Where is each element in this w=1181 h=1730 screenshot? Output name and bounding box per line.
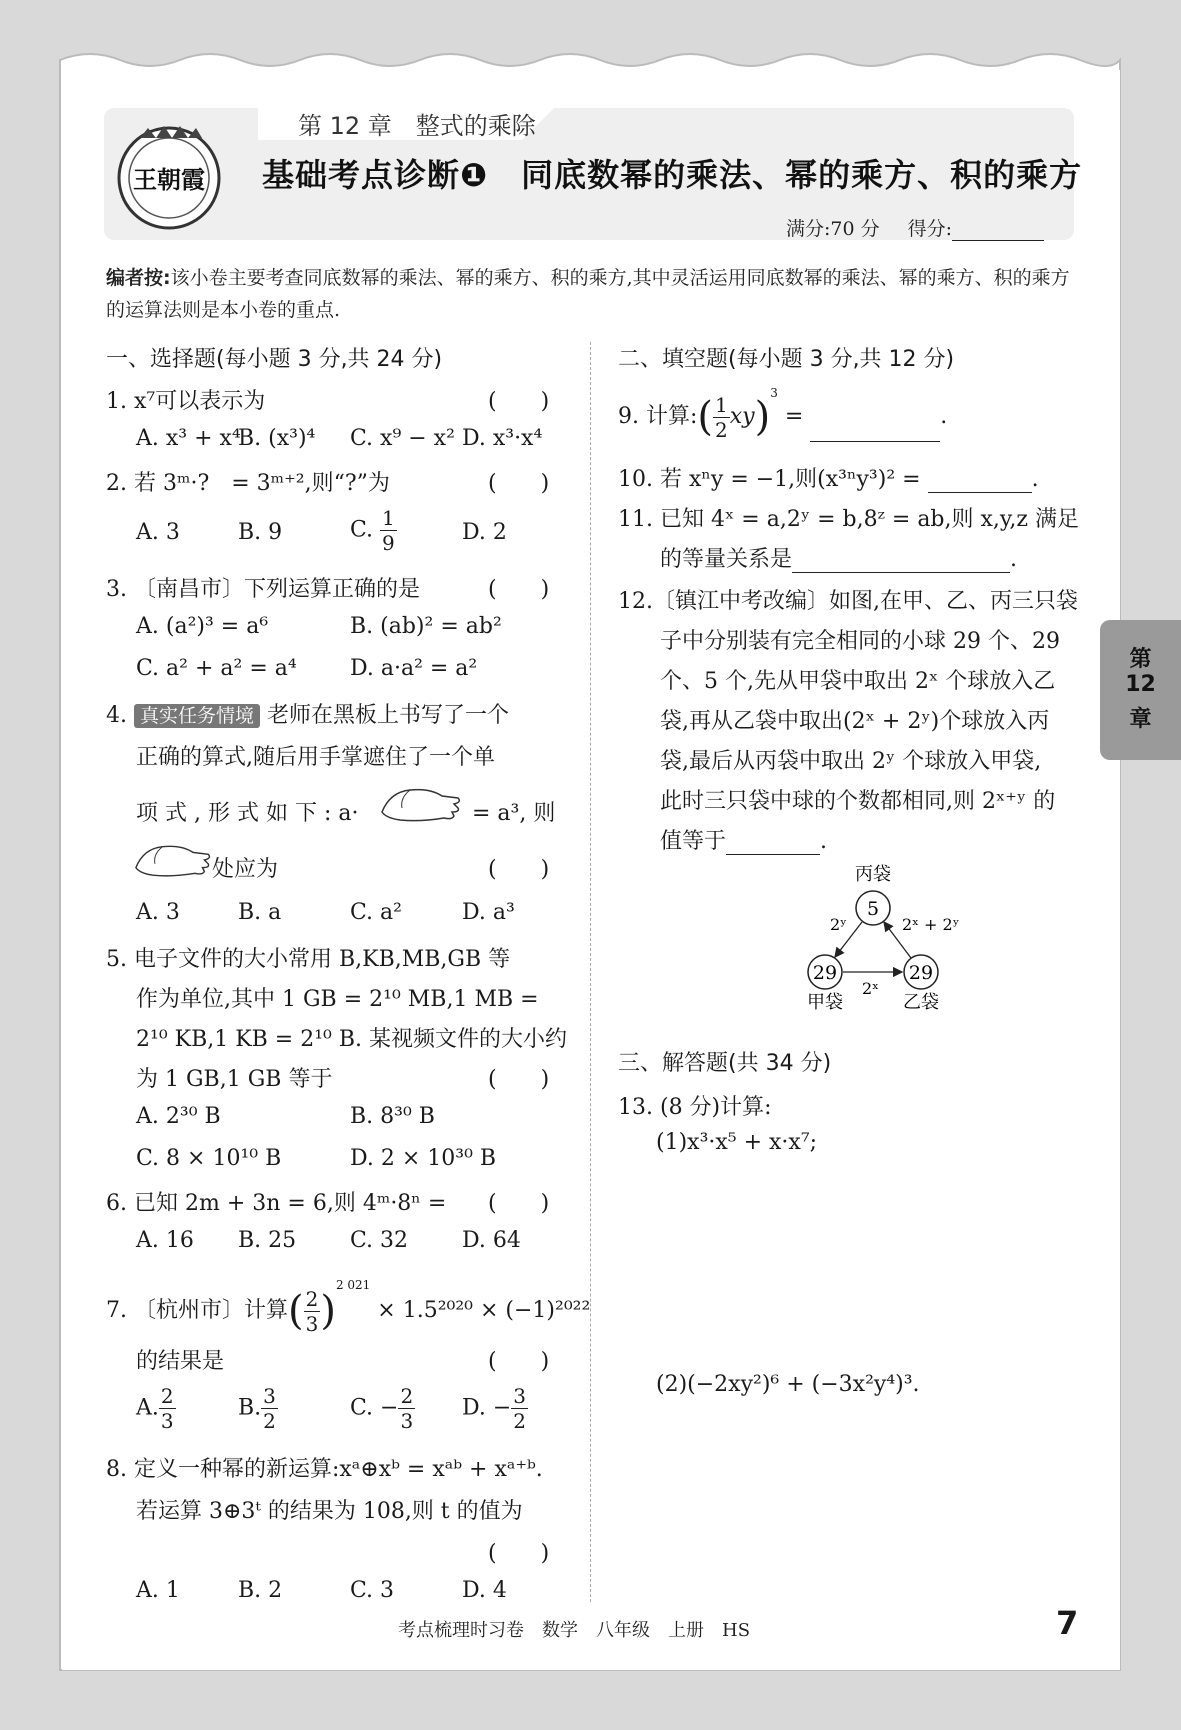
bag-jia-count: 29 bbox=[812, 962, 838, 984]
q4-answer-paren[interactable]: ( ) bbox=[488, 857, 550, 882]
q4-line4: 处应为 bbox=[212, 857, 279, 882]
q4-line3-left: 项 式 , 形 式 如 下 : a· bbox=[136, 801, 359, 826]
q9-answer-blank[interactable] bbox=[810, 441, 940, 442]
q7-stem: 7. 〔杭州市〕计算( $\frac{2}{3}$ )$^{2 021}$ × 1.5²⁰²⁰ × (−1)²⁰²² bbox=[106, 1278, 591, 1336]
q12-line5: 袋,最后从丙袋中取出 2ʸ 个球放入甲袋, bbox=[660, 749, 1042, 774]
q8-line2: 若运算 3⊕3ᵗ 的结果为 108,则 t 的值为 bbox=[136, 1499, 523, 1524]
score-label: 得分: bbox=[907, 218, 953, 240]
q12-line7: 值等于 . bbox=[660, 829, 828, 854]
q7-line2: 的结果是 bbox=[136, 1349, 225, 1374]
q5-line2: 作为单位,其中 1 GB = 2¹⁰ MB,1 MB = bbox=[136, 987, 539, 1012]
fraction-den: 2 bbox=[513, 1409, 527, 1433]
q7-option-c[interactable] bbox=[350, 1384, 415, 1433]
q7-pre: 7. 〔杭州市〕计算 bbox=[106, 1298, 288, 1323]
q12-line3: 个、5 个,先从甲袋中取出 2ˣ 个球放入乙 bbox=[660, 669, 1056, 694]
fraction-num: 3 bbox=[263, 1384, 276, 1408]
q5-option-c[interactable]: C. 8 × 10¹⁰ B bbox=[136, 1146, 282, 1171]
q13-stem: 13. (8 分)计算: bbox=[618, 1095, 772, 1120]
edge-label-right: 2ˣ + 2ʸ bbox=[902, 915, 960, 934]
q5-line4: 为 1 GB,1 GB 等于 bbox=[136, 1067, 333, 1092]
q6-stem: 6. 已知 2m + 3n = 6,则 4ᵐ·8ⁿ = bbox=[106, 1191, 447, 1216]
q2-answer-paren[interactable]: ( ) bbox=[488, 471, 550, 496]
page-title: 基础考点诊断❶ 同底数幂的乘法、幂的乘方、积的乘方 bbox=[262, 156, 1083, 194]
q4-option-d[interactable]: D. a³ bbox=[462, 900, 515, 925]
chapter-title: 第 12 章 整式的乘除 bbox=[298, 112, 536, 140]
section-answer-title: 三、解答题(共 34 分) bbox=[618, 1051, 832, 1076]
page-number: 7 bbox=[1056, 1604, 1079, 1642]
q4-option-a[interactable]: A. 3 bbox=[136, 900, 180, 925]
q3-option-c[interactable]: C. a² + a² = a⁴ bbox=[136, 656, 297, 681]
q3-answer-paren[interactable]: ( ) bbox=[488, 577, 550, 602]
q11-line2: 的等量关系是 . bbox=[660, 547, 1018, 572]
q12-line4: 袋,再从乙袋中取出(2ˣ + 2ʸ)个球放入丙 bbox=[660, 709, 1050, 734]
fraction-den: 3 bbox=[400, 1409, 414, 1433]
side-tab-number: 12 bbox=[1125, 672, 1156, 697]
q7-option-b-label: B. bbox=[238, 1395, 262, 1421]
fraction bbox=[511, 1384, 528, 1433]
q4-option-b[interactable]: B. a bbox=[238, 900, 282, 925]
q7-answer-paren[interactable]: ( ) bbox=[488, 1349, 550, 1374]
q1-option-d[interactable]: D. x³·x⁴ bbox=[462, 426, 543, 451]
section-choice-title: 一、选择题(每小题 3 分,共 24 分) bbox=[106, 347, 443, 372]
fraction bbox=[380, 506, 397, 555]
q2-option-d[interactable]: D. 2 bbox=[462, 520, 507, 545]
q10-stem: 10. 若 xⁿy = −1,则(x³ⁿy³)² = . bbox=[618, 467, 1039, 492]
q11-line1: 11. 已知 4ˣ = a,2ʸ = b,8ᶻ = ab,则 x,y,z 满足 bbox=[618, 507, 1079, 532]
q5-option-a[interactable]: A. 2³⁰ B bbox=[136, 1104, 221, 1129]
q1-option-c[interactable]: C. x⁹ − x² bbox=[350, 426, 455, 451]
q3-option-a[interactable]: A. (a²)³ = a⁶ bbox=[136, 614, 269, 639]
q7-exponent: 2 021 bbox=[335, 1278, 371, 1292]
q12-text-7: 值等于 bbox=[660, 829, 727, 854]
q7-option-a[interactable] bbox=[136, 1384, 176, 1433]
q4-option-c[interactable]: C. a² bbox=[350, 900, 402, 925]
bag-bing-label: 丙袋 bbox=[855, 864, 891, 885]
fraction bbox=[159, 1384, 176, 1433]
q1-option-b[interactable]: B. (x³)⁴ bbox=[238, 426, 316, 451]
q5-answer-paren[interactable]: ( ) bbox=[488, 1067, 550, 1092]
q4-number: 4. bbox=[106, 703, 127, 728]
q3-option-b[interactable]: B. (ab)² = ab² bbox=[350, 614, 502, 639]
q12-line1: 12.〔镇江中考改编〕如图,在甲、乙、丙三只袋 bbox=[618, 589, 1078, 614]
q2-option-c[interactable] bbox=[350, 506, 397, 555]
q2-option-c-label: C. bbox=[350, 517, 374, 543]
fraction-num: 2 bbox=[305, 1286, 319, 1311]
section-fill-title: 二、填空题(每小题 3 分,共 12 分) bbox=[618, 347, 955, 372]
bag-transfer-diagram bbox=[790, 860, 970, 1020]
fraction-num: 1 bbox=[715, 392, 728, 417]
q13-part1: (1)x³·x⁵ + x·x⁷; bbox=[656, 1130, 818, 1155]
hand-cover-icon bbox=[380, 782, 462, 826]
q7-option-b[interactable] bbox=[238, 1384, 278, 1433]
bag-yi-label: 乙袋 bbox=[903, 992, 939, 1013]
fraction bbox=[713, 393, 730, 442]
q12-answer-blank[interactable] bbox=[726, 854, 820, 855]
footer-text: 考点梳理时习卷 数学 八年级 上册 HS bbox=[398, 1620, 751, 1641]
q5-line1: 5. 电子文件的大小常用 B,KB,MB,GB 等 bbox=[106, 947, 511, 972]
q1-answer-paren[interactable]: ( ) bbox=[488, 389, 550, 414]
score-row bbox=[786, 214, 1044, 241]
editor-note-text: 该小卷主要考查同底数幂的乘法、幂的乘方、积的乘方,其中灵活运用同底数幂的乘法、幂的乘方、积的乘方的运算法则是本小卷的重点. bbox=[106, 267, 1070, 321]
fraction-den: 2 bbox=[715, 417, 728, 442]
bag-yi-count: 29 bbox=[908, 962, 934, 984]
bag-jia-label: 甲袋 bbox=[807, 992, 843, 1013]
q4-line2: 正确的算式,随后用手掌遮住了一个单 bbox=[136, 745, 495, 770]
q10-answer-blank[interactable] bbox=[928, 492, 1032, 493]
q7-option-a-label: A. bbox=[136, 1395, 159, 1421]
q8-option-d[interactable]: D. 4 bbox=[462, 1578, 507, 1603]
editor-note bbox=[106, 262, 1076, 326]
q4-text-1: 老师在黑板上书写了一个 bbox=[267, 703, 510, 728]
fraction-den: 3 bbox=[305, 1311, 319, 1336]
fraction-num: 1 bbox=[382, 506, 395, 530]
edge-label-bottom: 2ˣ bbox=[862, 979, 879, 998]
q5-option-b[interactable]: B. 8³⁰ B bbox=[350, 1104, 435, 1129]
fraction-den: 2 bbox=[263, 1409, 276, 1433]
fraction-num: 2 bbox=[160, 1384, 174, 1408]
bag-bing-count: 5 bbox=[866, 898, 880, 920]
q7-option-c-label: C. − bbox=[350, 1395, 399, 1421]
q9-equals: = bbox=[784, 404, 804, 429]
q12-line6: 此时三只袋中球的个数都相同,则 2ˣ⁺ʸ 的 bbox=[660, 789, 1056, 814]
column-divider bbox=[590, 342, 591, 1602]
fraction-num: 2 bbox=[400, 1384, 414, 1408]
q7-option-d-label: D. − bbox=[462, 1395, 512, 1421]
q6-option-a[interactable]: A. 16 bbox=[136, 1228, 194, 1253]
q5-option-d[interactable]: D. 2 × 10³⁰ B bbox=[350, 1146, 497, 1171]
q1-stem: 1. x⁷可以表示为 bbox=[106, 389, 266, 414]
q2-stem: 2. 若 3ᵐ·? = 3ᵐ⁺²,则“?”为 bbox=[106, 471, 390, 496]
fraction-num: 3 bbox=[513, 1384, 527, 1408]
q9-exponent: 3 bbox=[770, 386, 778, 400]
q12-line2: 子中分别装有完全相同的小球 29 个、29 bbox=[660, 629, 1060, 654]
q11-answer-blank[interactable] bbox=[792, 572, 1010, 573]
q3-stem: 3. 〔南昌市〕下列运算正确的是 bbox=[106, 577, 420, 602]
q5-line3: 2¹⁰ KB,1 KB = 2¹⁰ B. 某视频文件的大小约 bbox=[136, 1027, 568, 1052]
q9-pre: 9. 计算: bbox=[618, 404, 698, 429]
q13-part1-answer-area[interactable] bbox=[656, 1170, 1076, 1360]
q10-text: 10. 若 xⁿy = −1,则(x³ⁿy³)² = bbox=[618, 467, 921, 492]
q6-option-b[interactable]: B. 25 bbox=[238, 1228, 297, 1253]
q2-option-b[interactable]: B. 9 bbox=[238, 520, 283, 545]
q6-option-c[interactable]: C. 32 bbox=[350, 1228, 409, 1253]
wang-zhaoxia-logo bbox=[110, 116, 228, 234]
fraction-den: 3 bbox=[160, 1409, 174, 1433]
chapter-side-tab bbox=[1100, 620, 1181, 760]
q7-option-d[interactable] bbox=[462, 1384, 528, 1433]
q8-answer-paren[interactable]: ( ) bbox=[488, 1541, 550, 1566]
q8-option-c[interactable]: C. 3 bbox=[350, 1578, 395, 1603]
side-tab-char-2: 章 bbox=[1129, 707, 1152, 732]
q2-option-a[interactable]: A. 3 bbox=[136, 520, 180, 545]
q13-part2: (2)(−2xy²)⁶ + (−3x²y⁴)³. bbox=[656, 1372, 920, 1397]
q3-option-d[interactable]: D. a·a² = a² bbox=[350, 656, 478, 681]
hand-cover-icon bbox=[134, 838, 212, 882]
q13-part2-answer-area[interactable] bbox=[656, 1412, 1076, 1592]
q11-text-2: 的等量关系是 bbox=[660, 547, 793, 572]
q8-line1: 8. 定义一种幂的新运算:xᵃ⊕xᵇ = xᵃᵇ + xᵃ⁺ᵇ. bbox=[106, 1457, 543, 1482]
q6-option-d[interactable]: D. 64 bbox=[462, 1228, 521, 1253]
edge-label-left: 2ʸ bbox=[830, 915, 847, 934]
fraction bbox=[398, 1384, 415, 1433]
full-score: 满分:70 分 bbox=[786, 218, 880, 240]
logo-text: 王朝霞 bbox=[133, 165, 205, 194]
q7-post: × 1.5²⁰²⁰ × (−1)²⁰²² bbox=[377, 1298, 591, 1323]
q4-line3-right: = a³, 则 bbox=[472, 801, 556, 826]
q6-answer-paren[interactable]: ( ) bbox=[488, 1191, 550, 1216]
real-task-tag: 真实任务情境 bbox=[134, 704, 260, 728]
q8-option-b[interactable]: B. 2 bbox=[238, 1578, 283, 1603]
q8-option-a[interactable]: A. 1 bbox=[136, 1578, 180, 1603]
q9-xy: xy bbox=[729, 404, 755, 429]
fraction bbox=[261, 1384, 278, 1433]
fraction-den: 9 bbox=[382, 531, 395, 555]
q9-stem: 9. 计算:( $\frac{1}{2}$ xy)$^3$ = . bbox=[618, 386, 948, 442]
score-blank[interactable] bbox=[952, 240, 1044, 241]
fraction bbox=[304, 1287, 321, 1336]
q4-line1 bbox=[106, 698, 509, 729]
editor-note-label: 编者按: bbox=[106, 267, 171, 289]
q1-option-a[interactable]: A. x³ + x⁴ bbox=[136, 426, 241, 451]
side-tab-char-1: 第 bbox=[1129, 647, 1152, 672]
